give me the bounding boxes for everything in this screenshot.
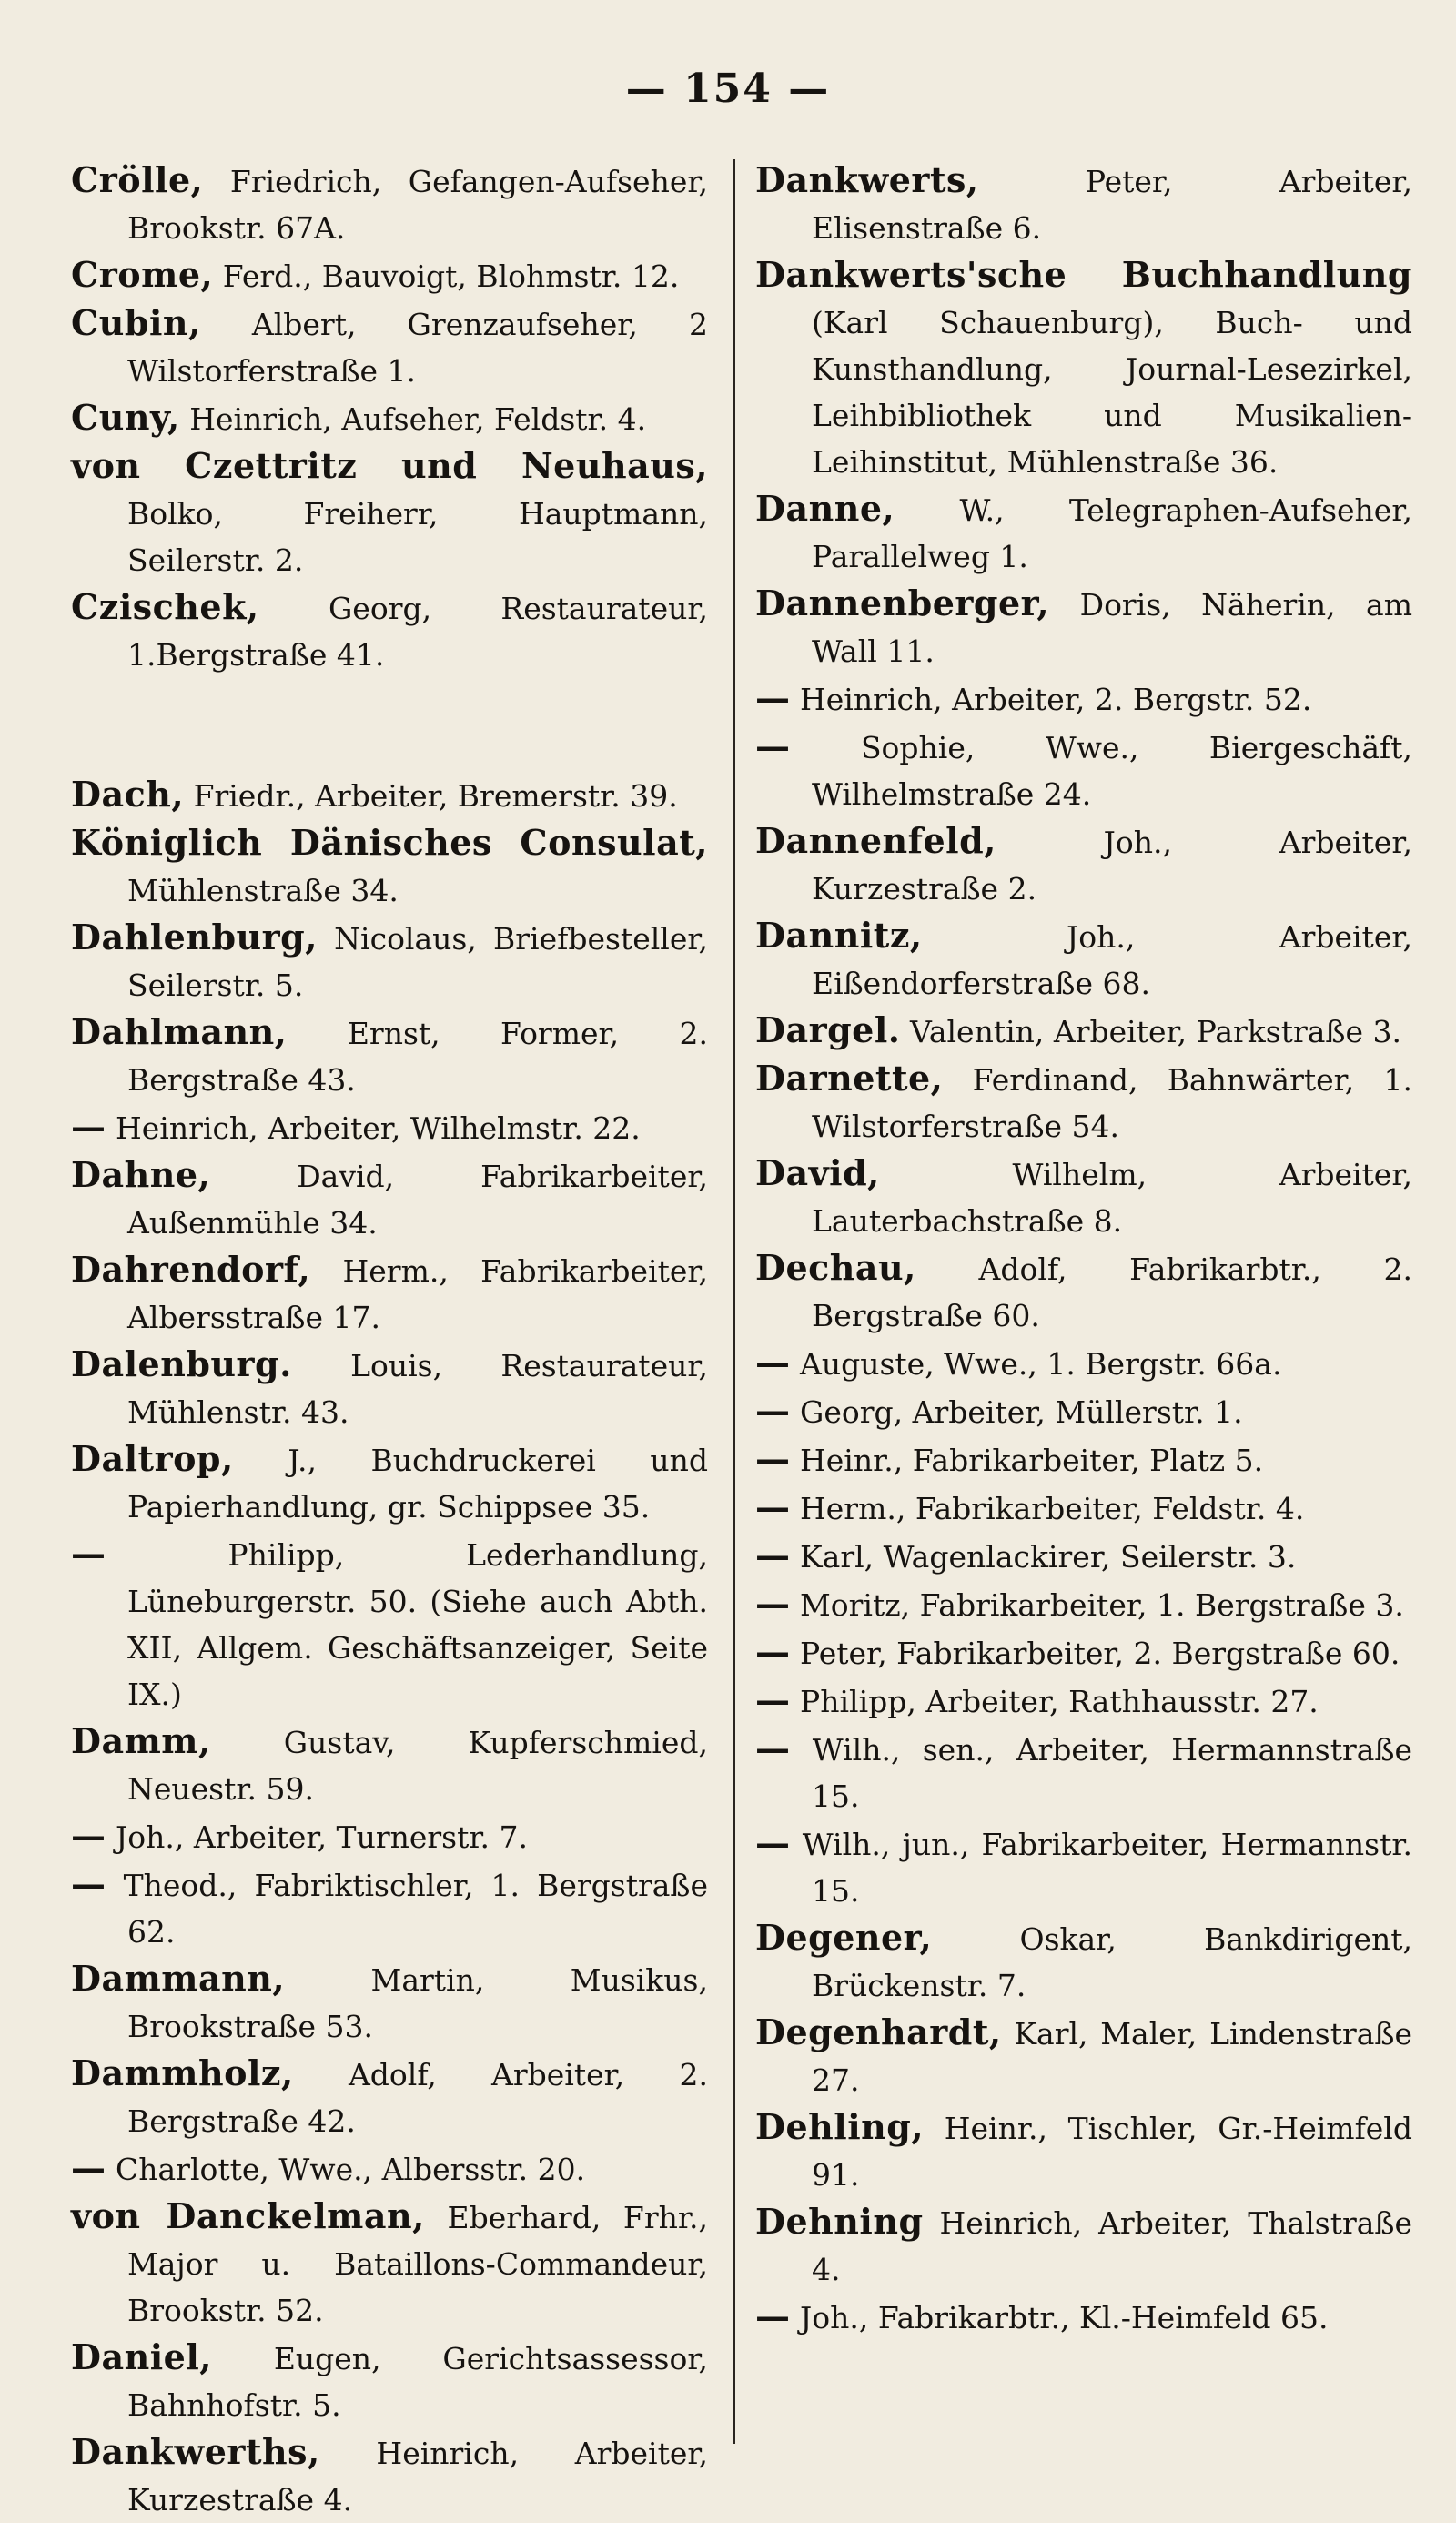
right-column [755,157,1412,2341]
entry-name: — [755,1822,791,1863]
entry-details: Georg, Arbeiter, Müllerstr. 1. [800,1394,1243,1430]
entry-name: Daniel, [71,2336,212,2377]
entry-name: Damm, [71,1720,211,1761]
entry-details: Ferd., Bauvoigt, Blohmstr. 12. [222,258,680,294]
entry-details: Wilh., jun., Fabrikarbeiter, Hermannstr. 15. [802,1827,1412,1909]
entry-name: Dehning [755,2201,924,2242]
directory-entry [71,914,708,1008]
entry-details: Peter, Fabrikarbeiter, 2. Bergstraße 60. [800,1636,1400,1671]
directory-entry [755,580,1412,674]
directory-entry [755,1244,1412,1339]
entry-name: von Czettritz und Neuhaus, [71,445,708,486]
directory-entry [71,1812,708,1860]
entry-details: Joh., Arbeiter, Eißendorferstraße 68. [812,919,1412,1001]
entry-details: Nicolaus, Briefbesteller, Seilerstr. 5. [127,921,708,1003]
entry-details: Joh., Fabrikarbtr., Kl.-Heimfeld 65. [800,2300,1329,2336]
directory-entry [71,2428,708,2523]
directory-entry [71,1341,708,1435]
entry-name: — [71,1863,106,1904]
left-column [71,157,708,2523]
entry-details: Auguste, Wwe., 1. Bergstr. 66a. [800,1346,1282,1382]
entry-name: — [755,725,791,766]
directory-entry [755,1435,1412,1484]
directory-entry [755,723,1412,817]
directory-entry [755,1628,1412,1677]
entry-name: — [755,1679,791,1720]
entry-details: Ferdinand, Bahnwärter, 1. Wilstorferstraße 54. [812,1062,1412,1144]
directory-entry [71,299,708,394]
section-gap [71,678,708,771]
entry-name: — [755,2295,791,2336]
entry-name: — [755,1535,791,1576]
directory-entry [755,1150,1412,1244]
entry-name: Dankwerts'sche Buchhandlung [755,254,1412,295]
directory-entry [755,2198,1412,2293]
entry-name: — [755,677,791,718]
directory-entry [71,1246,708,1341]
directory-entry [71,1103,708,1151]
entry-name: Dankwerts, [755,159,979,200]
entry-name: — [71,1815,106,1856]
directory-entry [71,1530,708,1717]
entry-details: W., Telegraphen-Aufseher, Parallelweg 1. [812,492,1412,574]
entry-name: Darnette, [755,1058,944,1099]
page-number: — 154 — [625,66,831,112]
directory-entry [71,1435,708,1530]
directory-entry [71,2144,708,2193]
directory-entry [755,817,1412,912]
entry-details: Herm., Fabrikarbeiter, Albersstraße 17. [127,1253,708,1335]
entry-name: — [71,2147,106,2188]
directory-entry [755,251,1412,485]
column-divider [733,159,735,2444]
directory-entry [71,442,708,583]
entry-name: Czischek, [71,586,259,627]
entry-name: — [755,1486,791,1527]
directory-entry [71,251,708,299]
directory-entry [755,1007,1412,1055]
entry-name: Dahlenburg, [71,917,318,958]
directory-entry [755,1055,1412,1150]
entry-details: Friedr., Arbeiter, Bremerstr. 39. [193,778,678,814]
entry-name: Dammann, [71,1958,286,1999]
directory-entry [71,1955,708,2050]
directory-entry [755,1725,1412,1819]
directory-entry [755,1484,1412,1532]
entry-name: Degenhardt, [755,2011,1002,2052]
entry-name: Dach, [71,774,185,815]
directory-entry [755,1819,1412,1914]
entry-details: Friedrich, Gefangen-Aufseher, Brookstr. 67A. [127,164,708,246]
entry-name: Dammholz, [71,2052,294,2093]
entry-details: Oskar, Bankdirigent, Brückenstr. 7. [812,1921,1412,2003]
entry-details: Herm., Fabrikarbeiter, Feldstr. 4. [800,1491,1305,1526]
entry-details: Louis, Restaurateur, Mühlenstr. 43. [127,1348,708,1430]
entry-details: Eberhard, Frhr., Major u. Bataillons-Commandeur, Brookstr. 52. [127,2200,708,2328]
entry-details: Doris, Näherin, am Wall 11. [812,587,1412,669]
entry-details: Theod., Fabriktischler, 1. Bergstraße 62. [123,1868,708,1950]
entry-details: Martin, Musikus, Brookstraße 53. [127,1962,708,2044]
entry-details: Karl, Maler, Lindenstraße 27. [812,2016,1412,2098]
entry-name: Crölle, [71,159,204,200]
entry-name: — [755,1728,791,1768]
entry-name: — [755,1390,791,1431]
entry-details: Sophie, Wwe., Biergeschäft, Wilhelmstraße 24. [812,730,1413,812]
directory-entry [71,394,708,442]
entry-details: J., Buchdruckerei und Papierhandlung, gr. Schippsee 35. [127,1443,708,1525]
directory-entry [755,2009,1412,2103]
entry-details: Peter, Arbeiter, Elisenstraße 6. [812,164,1412,246]
entry-name: Crome, [71,254,214,295]
entry-details: Joh., Arbeiter, Kurzestraße 2. [812,825,1412,907]
entry-details: Georg, Restaurateur, 1.Bergstraße 41. [127,591,708,673]
directory-entry [71,2050,708,2144]
directory-entry [755,1580,1412,1628]
entry-details: Moritz, Fabrikarbeiter, 1. Bergstraße 3. [800,1587,1404,1623]
entry-name: Degener, [755,1917,933,1958]
entry-details: Joh., Arbeiter, Turnerstr. 7. [116,1819,528,1855]
entry-details: Heinrich, Arbeiter, 2. Bergstr. 52. [800,682,1312,717]
directory-entry [755,1677,1412,1725]
entry-name: Dahrendorf, [71,1249,311,1290]
directory-entry [71,1008,708,1103]
directory-entry [755,2293,1412,2341]
entry-details: Wilh., sen., Arbeiter, Hermannstraße 15. [812,1732,1412,1814]
entry-name: — [755,1438,791,1479]
entry-details: Gustav, Kupferschmied, Neuestr. 59. [127,1725,708,1807]
entry-details: Heinrich, Aufseher, Feldstr. 4. [189,401,647,437]
entry-details: Mühlenstraße 34. [127,873,399,908]
entry-name: von Danckelman, [71,2195,425,2236]
directory-entry [755,1339,1412,1387]
entry-name: Dalenburg. [71,1343,292,1384]
directory-entry [755,674,1412,723]
entry-name: Cuny, [71,397,180,438]
entry-details: Heinr., Tischler, Gr.-Heimfeld 91. [812,2111,1412,2193]
entry-details: Charlotte, Wwe., Albersstr. 20. [116,2152,586,2187]
directory-entry [71,157,708,251]
entry-details: Bolko, Freiherr, Hauptmann, Seilerstr. 2. [127,496,708,578]
entry-name: Dargel. [755,1009,901,1050]
directory-entry [71,1860,708,1955]
entry-details: Karl, Wagenlackirer, Seilerstr. 3. [800,1539,1297,1575]
entry-name: Dannenfeld, [755,820,996,861]
entry-name: — [71,1533,106,1574]
entry-name: Dechau, [755,1247,916,1288]
entry-details: Philipp, Arbeiter, Rathhausstr. 27. [800,1684,1319,1719]
entry-details: Adolf, Arbeiter, 2. Bergstraße 42. [127,2057,708,2139]
entry-name: David, [755,1152,880,1193]
directory-entry [755,157,1412,251]
entry-name: — [755,1342,791,1383]
entry-name: Dannenberger, [755,583,1050,623]
directory-entry [755,485,1412,580]
entry-details: Heinrich, Arbeiter, Kurzestraße 4. [127,2436,708,2518]
entry-details: Adolf, Fabrikarbtr., 2. Bergstraße 60. [812,1251,1412,1333]
entry-details: (Karl Schauenburg), Buch- und Kunsthandlung, Journal-Lesezirkel, Leihbibliothek und Musikalien-Leihinstitut, Mühlenstraße 36. [812,305,1412,480]
entry-name: Dankwerths, [71,2431,320,2472]
entry-name: — [71,1106,106,1147]
directory-entry [71,1717,708,1812]
directory-entry [71,819,708,914]
directory-entry [71,1151,708,1246]
directory-entry [71,583,708,678]
entry-name: Dahlmann, [71,1011,288,1052]
entry-name: Königlich Dänisches Consulat, [71,822,708,863]
entry-name: Dehling, [755,2106,925,2147]
directory-entry [755,1387,1412,1435]
entry-details: Philipp, Lederhandlung, Lüneburgerstr. 50. (Siehe auch Abth. XII, Allgem. Geschäftsanzeiger, Seite IX.) [127,1537,708,1712]
entry-name: Daltrop, [71,1438,234,1479]
entry-name: Dahne, [71,1154,211,1195]
directory-entry [755,2103,1412,2198]
directory-entry [71,2334,708,2428]
directory-entry [71,771,708,819]
entry-details: Wilhelm, Arbeiter, Lauterbachstraße 8. [812,1157,1412,1239]
entry-details: Heinrich, Arbeiter, Thalstraße 4. [812,2205,1412,2287]
directory-entry [755,912,1412,1007]
entry-name: Dannitz, [755,915,923,956]
entry-name: Cubin, [71,302,201,343]
entry-details: Eugen, Gerichtsassessor, Bahnhofstr. 5. [127,2341,708,2423]
entry-details: Heinrich, Arbeiter, Wilhelmstr. 22. [116,1110,641,1146]
entry-details: Albert, Grenzaufseher, 2 Wilstorferstraße 1. [127,307,708,389]
directory-entry [755,1532,1412,1580]
entry-details: Heinr., Fabrikarbeiter, Platz 5. [800,1443,1264,1478]
entry-details: Ernst, Former, 2. Bergstraße 43. [127,1016,709,1098]
entry-name: Danne, [755,488,895,529]
directory-entry [71,2193,708,2334]
entry-details: David, Fabrikarbeiter, Außenmühle 34. [127,1159,708,1241]
entry-details: Valentin, Arbeiter, Parkstraße 3. [910,1014,1401,1049]
entry-name: — [755,1583,791,1624]
entry-name: — [755,1631,791,1672]
directory-entry [755,1914,1412,2009]
